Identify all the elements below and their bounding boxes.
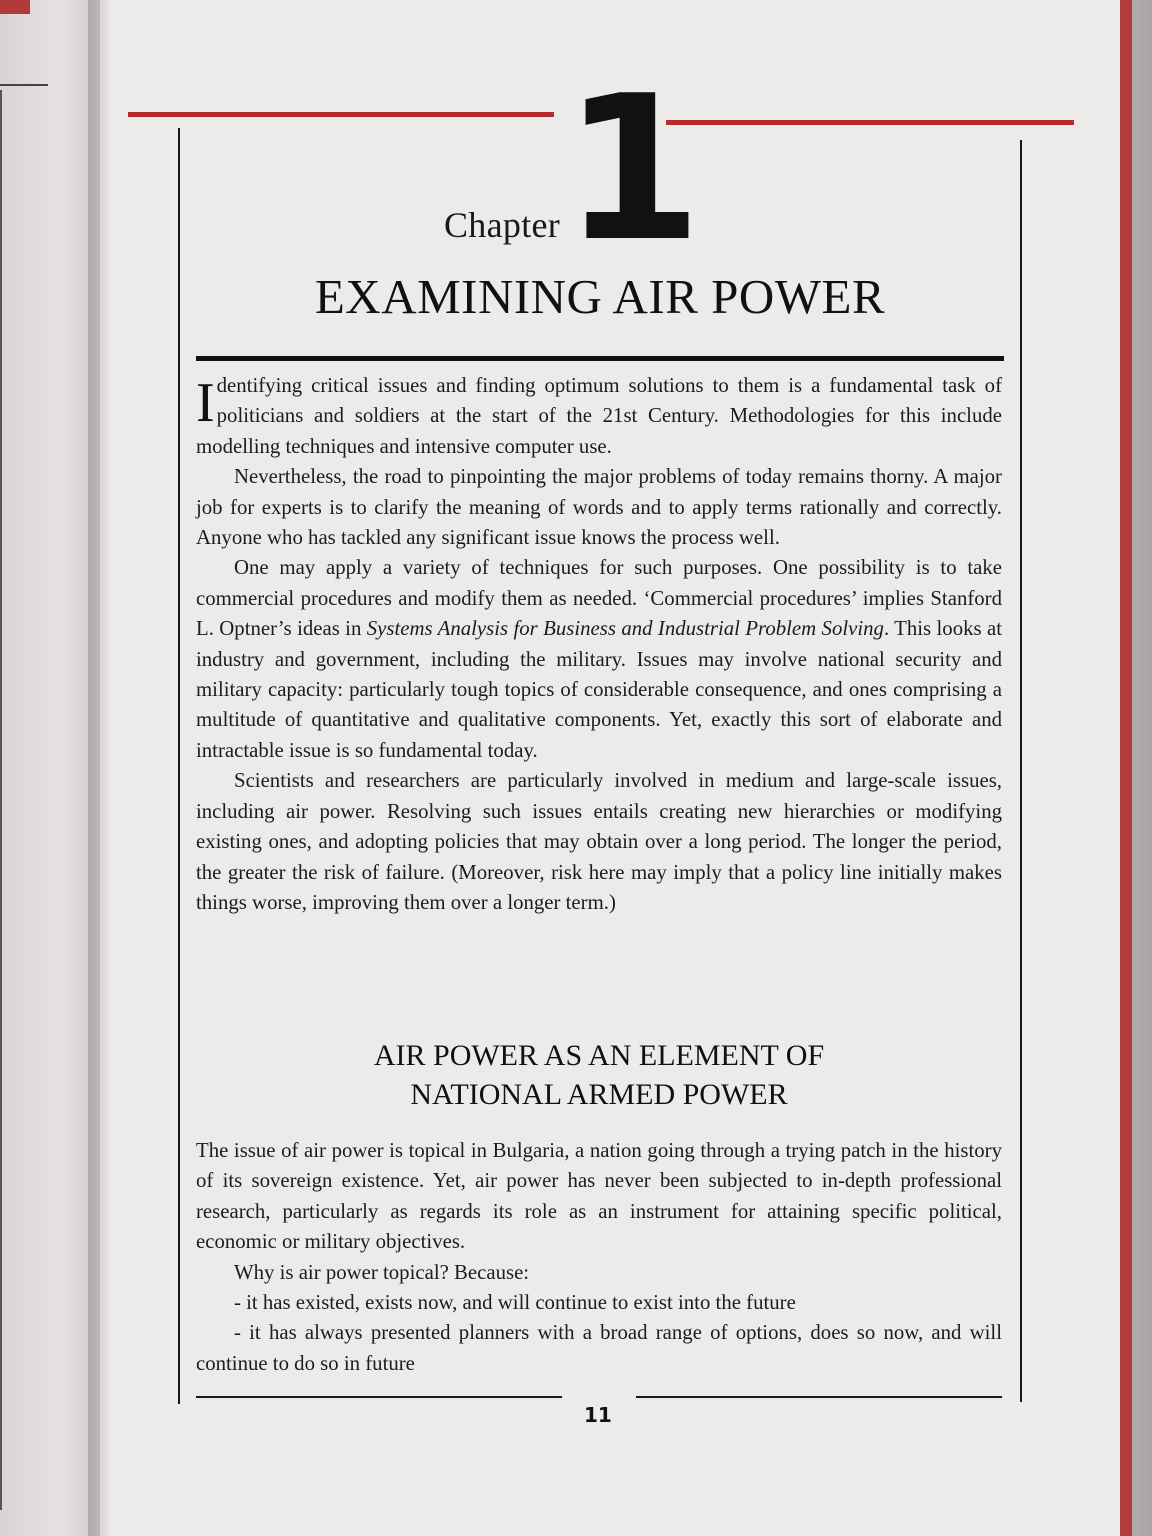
header-rule-right (666, 120, 1074, 125)
frame-left (178, 128, 180, 1404)
spine-shadow (88, 0, 112, 1536)
list-item: - it has existed, exists now, and will continue to exist into the future (234, 1291, 796, 1315)
chapter-label: Chapter (444, 205, 561, 245)
list-item: - it has always presented planners with a broad range of options, does so now, and will continue to do so in future (196, 1321, 1002, 1375)
footer-rule-left (196, 1396, 562, 1398)
chapter-number: 1 (563, 53, 703, 286)
facing-page-frame (0, 90, 2, 1510)
book-title-citation: Systems Analysis for Business and Industrial Problem Solving (366, 617, 884, 641)
paragraph: Why is air power topical? Because: (234, 1260, 530, 1284)
cover-edge (0, 0, 30, 14)
paragraph: Nevertheless, the road to pinpointing the major problems of today remains thorny. A major job for experts is to clarify the meaning of words and to apply terms rationally and correctly. Anyone who has tackled any significant issue knows the process well. (196, 465, 1002, 550)
drop-cap: I (196, 372, 215, 434)
chapter-title: EXAMINING AIR POWER (314, 269, 886, 324)
paragraph: The issue of air power is topical in Bulgaria, a nation going through a trying patch in the history of its sovereign existence. Yet, air power has never been subjected to in-depth professional research, particularly as regards its role as an instrument for attaining specific political, economic or military objectives. (196, 1139, 1002, 1254)
footer-rule-right (636, 1396, 1002, 1398)
paragraph: One may apply a variety of techniques for such purposes. One possibility is to take commercial procedures and modify them as needed. ‘Commercial procedures’ implies Stanford L. Optner’s ideas in Systems Analysis for Business and Industrial Problem Solving. This looks at industry and government, including the military. Issues may involve national security and military capacity: particularly tough topics of considerable consequence, and ones comprising a multitude of quantitative and qualitative components. Yet, exactly this sort of elaborate and intractable issue is so fundamental today. (196, 556, 1002, 762)
section-text (196, 1136, 1002, 1379)
intro-text (196, 371, 1002, 918)
book-cover-edge (1120, 0, 1152, 1536)
section-heading: AIR POWER AS AN ELEMENT OF NATIONAL ARMED POWER (373, 1039, 825, 1111)
page-number: 11 (584, 1403, 612, 1427)
title-rule (196, 356, 1004, 361)
frame-right (1020, 140, 1022, 1402)
facing-page-rule (0, 84, 48, 86)
paragraph: Identifying critical issues and finding optimum solutions to them is a fundamental task of politicians and soldiers at the start of the 21st Century. Methodologies for this include modelling techniques and intensive computer use. (196, 372, 1002, 458)
facing-page-edge (0, 0, 101, 1536)
paragraph: Scientists and researchers are particularly involved in medium and large-scale issues, including air power. Resolving such issues entails creating new hierarchies or modifying existing ones, and adopting policies that may obtain over a long period. The longer the period, the greater the risk of failure. (Moreover, risk here may imply that a policy line initially makes things worse, improving them over a longer term.) (196, 769, 1002, 914)
header-rule-left (128, 112, 554, 117)
